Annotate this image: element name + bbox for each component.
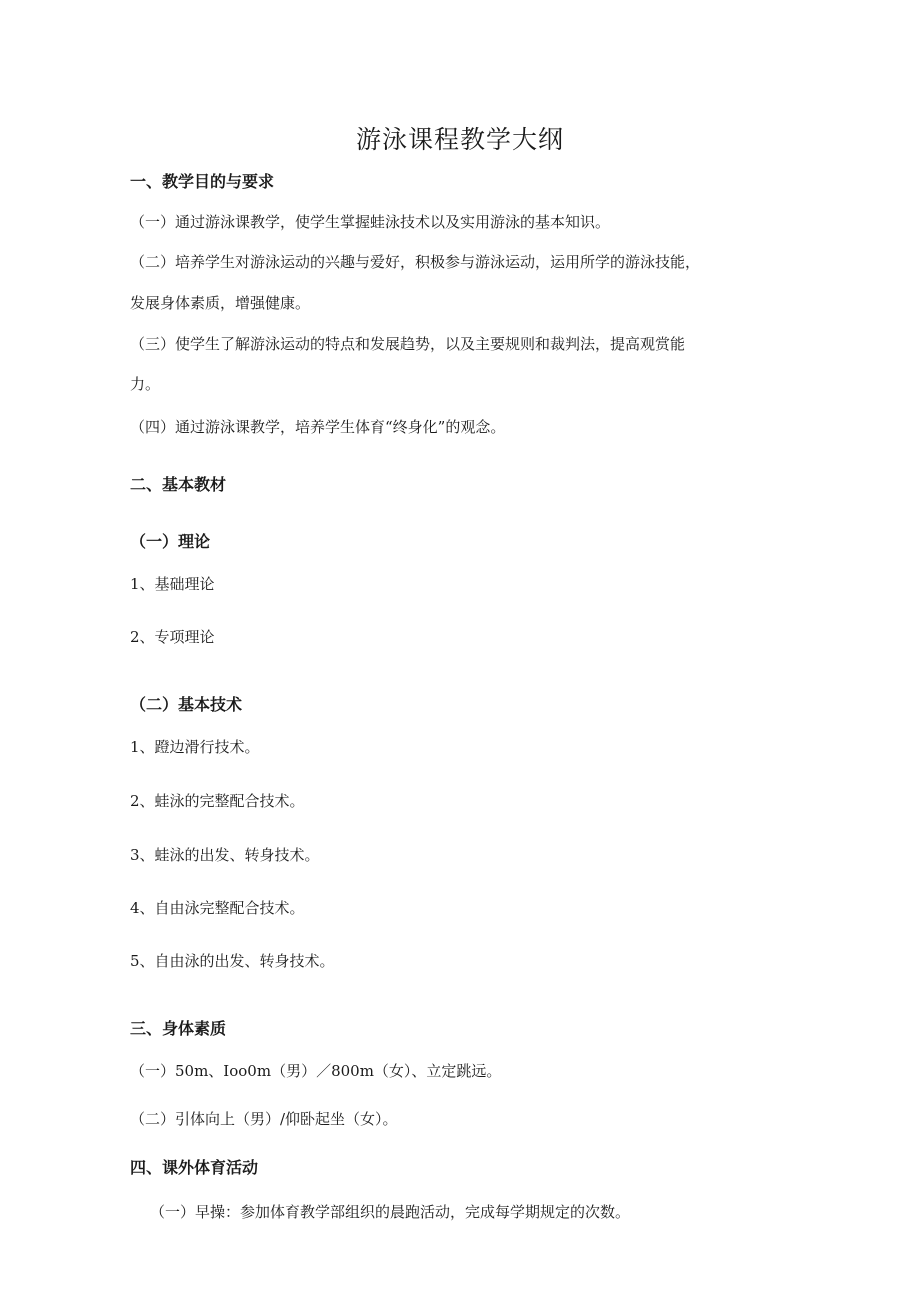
- section1-item4: （四）通过游泳课教学，培养学生体育“终身化”的观念。: [130, 418, 506, 436]
- section2-heading: 二、基本教材: [130, 475, 227, 494]
- technique-item: 1、蹬边滑行技术。: [130, 738, 260, 756]
- section1-heading: 一、教学目的与要求: [130, 172, 275, 191]
- section1-item2-line2: 发展身体素质，增强健康。: [130, 294, 311, 312]
- technique-item: 2、蛙泳的完整配合技术。: [130, 792, 305, 810]
- section4-heading: 四、课外体育活动: [130, 1158, 259, 1177]
- theory-heading: （一）理论: [130, 532, 211, 551]
- section3-item1: （一）50m、Ioo0m（男）／800m（女）、立定跳远。: [130, 1062, 502, 1080]
- document-title: 游泳课程教学大纲: [355, 125, 564, 154]
- section1-item3-line1: （三）使学生了解游泳运动的特点和发展趋势，以及主要规则和裁判法，提高观赏能: [130, 335, 686, 353]
- theory-item: 1、基础理论: [130, 575, 215, 593]
- section3-heading: 三、身体素质: [130, 1019, 227, 1038]
- section3-item2: （二）引体向上（男）/仰卧起坐（女）。: [130, 1110, 398, 1128]
- technique-item: 3、蛙泳的出发、转身技术。: [130, 846, 320, 864]
- technique-item: 5、自由泳的出发、转身技术。: [130, 952, 335, 970]
- section1-item2-line1: （二）培养学生对游泳运动的兴趣与爱好，积极参与游泳运动，运用所学的游泳技能，: [130, 253, 701, 271]
- section4-item1: （一）早操：参加体育教学部组织的晨跑活动，完成每学期规定的次数。: [150, 1203, 631, 1221]
- technique-heading: （二）基本技术: [130, 695, 243, 714]
- theory-item: 2、专项理论: [130, 628, 215, 646]
- section1-item3-line2: 力。: [130, 375, 161, 393]
- section1-item1: （一）通过游泳课教学，使学生掌握蛙泳技术以及实用游泳的基本知识。: [130, 213, 611, 231]
- technique-item: 4、自由泳完整配合技术。: [130, 899, 305, 917]
